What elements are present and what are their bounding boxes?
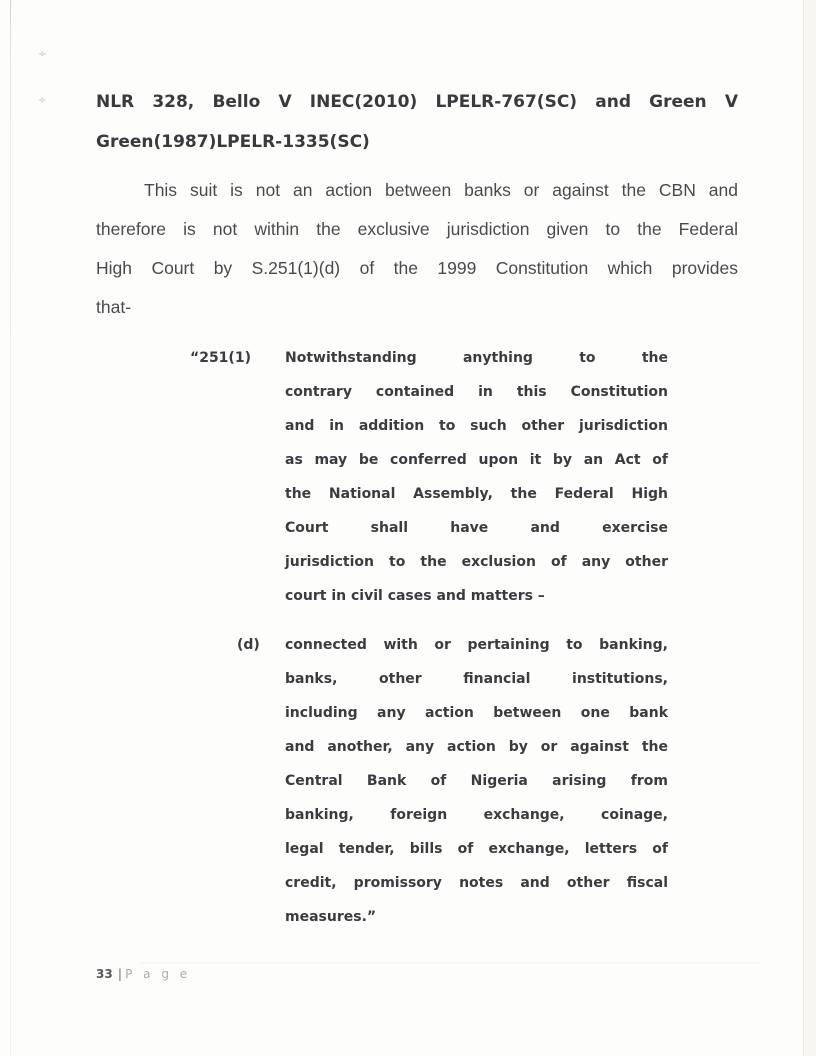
scan-edge-left-line bbox=[10, 0, 11, 1056]
quote-line: connected with or pertaining to banking, bbox=[285, 637, 668, 653]
heading-line: Green(1987)LPELR-1335(SC) bbox=[96, 132, 370, 152]
quote-section-label: “251(1) bbox=[190, 350, 251, 366]
scan-smudge-line bbox=[140, 962, 760, 964]
quote-line: contrary contained in this Constitution bbox=[285, 384, 668, 400]
quote-line: including any action between one bank bbox=[285, 705, 668, 721]
footer-page-label: P a g e bbox=[125, 967, 191, 981]
quote-section-label: (d) bbox=[237, 637, 260, 653]
page-footer bbox=[96, 966, 191, 982]
quote-line: the National Assembly, the Federal High bbox=[285, 486, 668, 502]
quote-section-text bbox=[285, 628, 668, 934]
quote-section-251-1 bbox=[96, 341, 738, 613]
paragraph-line: therefore is not within the exclusive jurisdiction given to the Federal bbox=[96, 219, 738, 239]
quote-section-d bbox=[96, 628, 738, 934]
constitution-quote bbox=[96, 341, 738, 934]
body-paragraph bbox=[96, 171, 738, 327]
quote-line: jurisdiction to the exclusion of any other bbox=[285, 554, 668, 570]
quote-line: banking, foreign exchange, coinage, bbox=[285, 807, 668, 823]
footer-separator: | bbox=[117, 967, 123, 981]
case-citation-heading bbox=[96, 82, 738, 162]
quote-line: Central Bank of Nigeria arising from bbox=[285, 773, 668, 789]
paragraph-line: that- bbox=[96, 297, 132, 317]
quote-line: legal tender, bills of exchange, letters of bbox=[285, 841, 668, 857]
quote-line: as may be conferred upon it by an Act of bbox=[285, 452, 668, 468]
quote-line: Court shall have and exercise bbox=[285, 520, 668, 536]
scan-speck-icon: ÷ bbox=[38, 49, 47, 60]
paragraph-line: High Court by S.251(1)(d) of the 1999 Constitution which provides bbox=[96, 258, 738, 278]
heading-line: NLR 328, Bello V INEC(2010) LPELR-767(SC) and Green V bbox=[96, 92, 738, 112]
quote-line: Notwithstanding anything to the bbox=[285, 350, 668, 366]
quote-line: measures.” bbox=[285, 909, 377, 925]
quote-section-text bbox=[285, 341, 668, 613]
scan-speck-icon: ÷ bbox=[38, 95, 47, 106]
quote-line: banks, other financial institutions, bbox=[285, 671, 668, 687]
quote-line: and another, any action by or against the bbox=[285, 739, 668, 755]
page-content bbox=[96, 0, 738, 934]
paragraph-line: This suit is not an action between banks or against the CBN and bbox=[144, 180, 738, 200]
page-number: 33 bbox=[96, 967, 113, 981]
quote-line: court in civil cases and matters – bbox=[285, 588, 545, 604]
scan-edge-right-strip bbox=[803, 0, 816, 1056]
quote-line: and in addition to such other jurisdiction bbox=[285, 418, 668, 434]
quote-line: credit, promissory notes and other fiscal bbox=[285, 875, 668, 891]
